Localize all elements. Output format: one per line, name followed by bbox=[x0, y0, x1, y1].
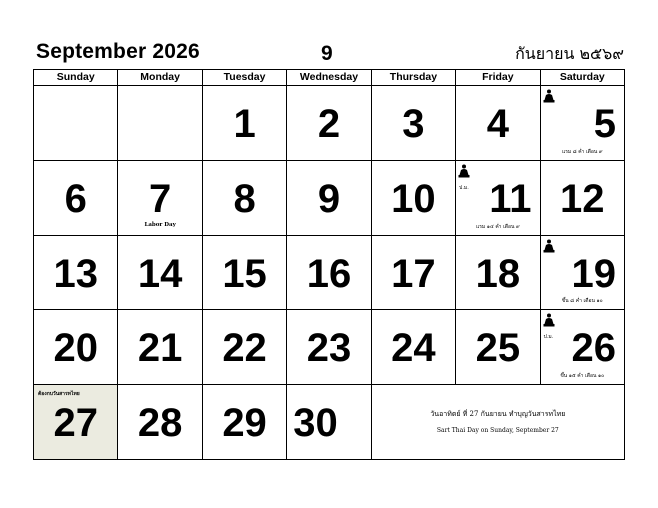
day-number: 19 bbox=[571, 251, 616, 296]
day-cell[interactable] bbox=[541, 161, 625, 236]
month-title: September 2026 bbox=[36, 40, 200, 63]
buddha-icon bbox=[458, 164, 470, 178]
day-cell[interactable] bbox=[203, 236, 287, 311]
day-number: 17 bbox=[391, 251, 436, 296]
day-cell[interactable] bbox=[203, 86, 287, 161]
notes-cell bbox=[372, 385, 625, 460]
day-cell[interactable] bbox=[118, 161, 202, 236]
day-cell[interactable] bbox=[372, 86, 456, 161]
weekday-header: Friday bbox=[456, 70, 540, 86]
day-cell[interactable] bbox=[287, 385, 371, 460]
weekday-header: Tuesday bbox=[203, 70, 287, 86]
day-cell[interactable] bbox=[541, 236, 625, 311]
day-number: 29 bbox=[222, 401, 267, 446]
day-cell[interactable] bbox=[372, 236, 456, 311]
weekday-header: Monday bbox=[118, 70, 202, 86]
day-cell[interactable] bbox=[287, 236, 371, 311]
day-number: 4 bbox=[486, 102, 509, 146]
observance-note: ต้องกบวันสารทไทย bbox=[38, 391, 80, 398]
day-number: 24 bbox=[391, 326, 436, 371]
buddha-icon bbox=[543, 89, 555, 103]
day-number: 28 bbox=[137, 401, 183, 446]
day-cell[interactable] bbox=[203, 385, 287, 460]
day-cell[interactable] bbox=[118, 236, 202, 311]
day-number: 14 bbox=[137, 251, 183, 296]
day-number: 22 bbox=[222, 326, 267, 371]
day-cell[interactable] bbox=[118, 385, 202, 460]
empty-day-cell bbox=[118, 86, 202, 161]
lunar-note: แรม ๑๔ ค่ำ เดือน ๙ bbox=[475, 223, 520, 230]
day-number: 5 bbox=[593, 102, 616, 146]
weekday-header: Sunday bbox=[34, 70, 118, 86]
day-cell[interactable] bbox=[34, 310, 118, 385]
day-number: 10 bbox=[391, 176, 436, 221]
day-number: 18 bbox=[475, 251, 521, 296]
day-number: 15 bbox=[222, 251, 267, 296]
empty-day-cell bbox=[34, 86, 118, 161]
day-number: 12 bbox=[560, 176, 605, 221]
day-number: 9 bbox=[317, 176, 341, 221]
day-number: 30 bbox=[293, 401, 338, 446]
day-number: 27 bbox=[53, 401, 98, 446]
observance-abbr: ป.ม. bbox=[459, 184, 469, 191]
day-cell-highlighted[interactable] bbox=[34, 385, 118, 460]
weekday-header: Thursday bbox=[372, 70, 456, 86]
day-cell[interactable] bbox=[287, 310, 371, 385]
calendar-header bbox=[36, 40, 624, 70]
day-cell[interactable] bbox=[372, 310, 456, 385]
lunar-note: ขึ้น ๑๕ ค่ำ เดือน ๑๐ bbox=[560, 373, 605, 380]
day-number: 6 bbox=[64, 176, 87, 221]
thai-month-title: กันยายน ๒๕๖๙ bbox=[515, 44, 624, 63]
day-cell[interactable] bbox=[118, 310, 202, 385]
day-number: 16 bbox=[306, 251, 352, 296]
day-cell[interactable] bbox=[541, 86, 625, 161]
day-cell[interactable] bbox=[34, 236, 118, 311]
day-cell[interactable] bbox=[456, 236, 540, 311]
observance-abbr: ป.ม. bbox=[543, 334, 554, 341]
day-number: 21 bbox=[137, 326, 183, 371]
calendar-grid bbox=[33, 69, 625, 460]
lunar-note: ขึ้น ๘ ค่ำ เดือน ๑๐ bbox=[561, 298, 603, 305]
day-number: 3 bbox=[402, 102, 425, 146]
day-number: 1 bbox=[233, 102, 256, 146]
day-cell[interactable] bbox=[456, 86, 540, 161]
buddha-icon bbox=[543, 313, 555, 327]
holiday-label: Labor Day bbox=[144, 221, 176, 228]
weekday-header: Wednesday bbox=[287, 70, 371, 86]
day-cell[interactable] bbox=[203, 161, 287, 236]
month-number: 9 bbox=[321, 42, 333, 65]
day-cell[interactable] bbox=[203, 310, 287, 385]
day-number: 26 bbox=[571, 326, 616, 371]
day-cell[interactable] bbox=[456, 310, 540, 385]
day-cell[interactable] bbox=[287, 86, 371, 161]
lunar-note: แรม ๘ ค่ำ เดือน ๙ bbox=[561, 148, 603, 155]
day-number: 23 bbox=[306, 326, 352, 371]
day-number: 7 bbox=[149, 176, 172, 221]
day-number: 20 bbox=[53, 326, 98, 371]
day-number: 13 bbox=[53, 251, 98, 296]
note-english: Sart Thai Day on Sunday, September 27 bbox=[436, 427, 559, 435]
note-thai: วันอาทิตย์ ที่ 27 กันยายน ทำบุญวันสารทไทย bbox=[430, 410, 566, 419]
day-cell[interactable] bbox=[287, 161, 371, 236]
day-cell[interactable] bbox=[34, 161, 118, 236]
day-number: 8 bbox=[233, 176, 256, 221]
buddha-icon bbox=[543, 239, 555, 253]
day-cell[interactable] bbox=[456, 161, 540, 236]
day-number: 11 bbox=[489, 176, 532, 221]
day-cell[interactable] bbox=[541, 310, 625, 385]
day-number: 2 bbox=[317, 102, 341, 146]
weekday-header: Saturday bbox=[541, 70, 625, 86]
day-number: 25 bbox=[475, 326, 521, 371]
day-cell[interactable] bbox=[372, 161, 456, 236]
